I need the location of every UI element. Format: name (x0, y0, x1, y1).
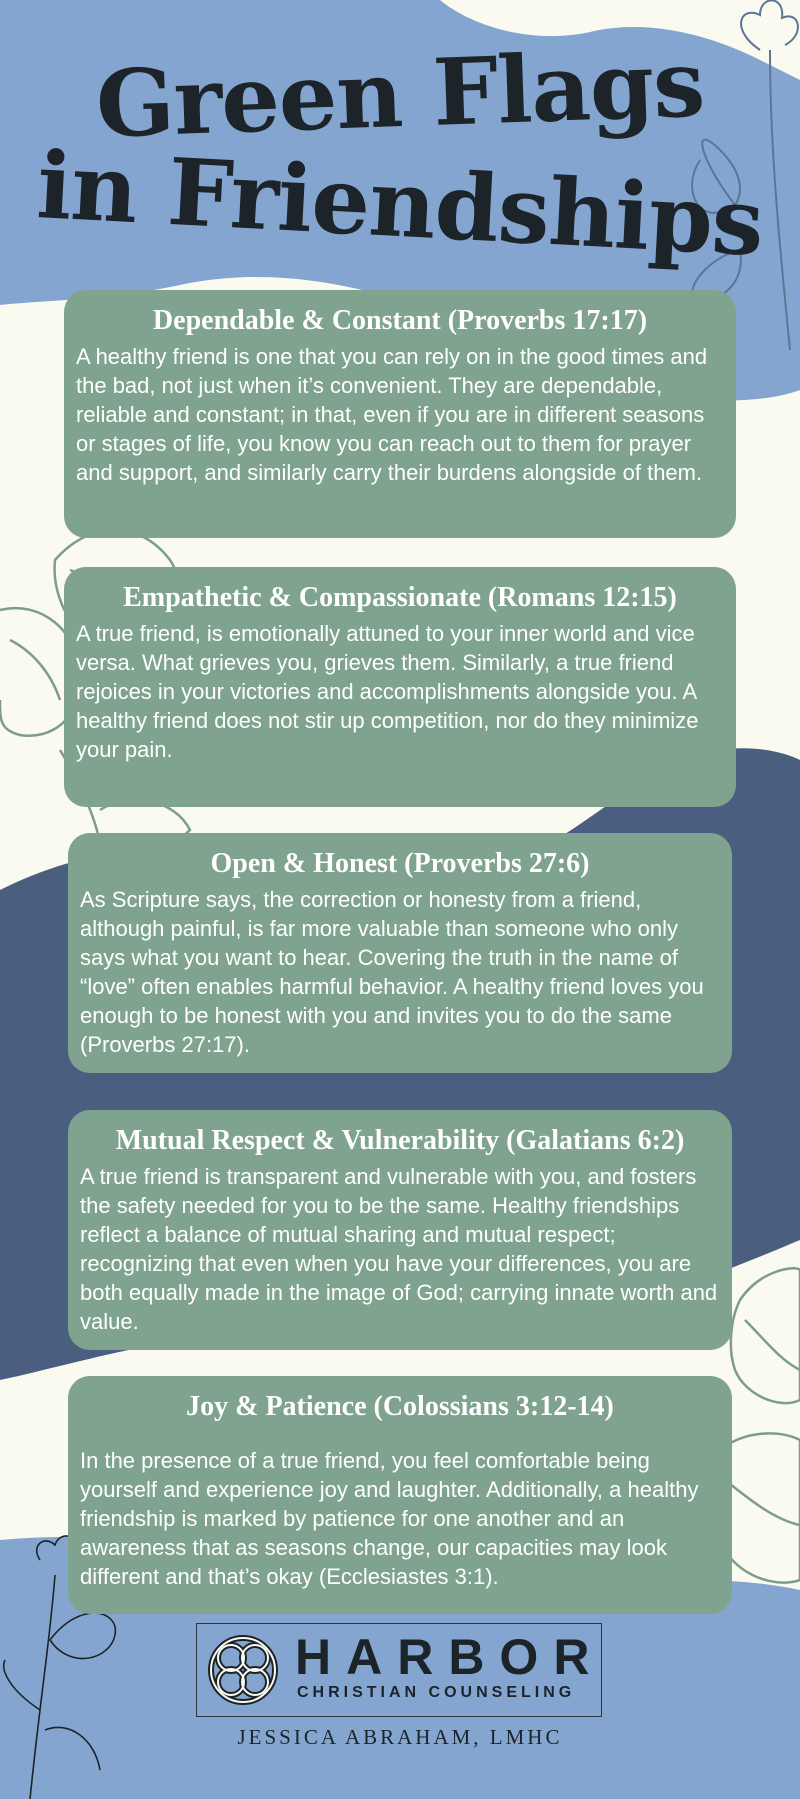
title-line-2: in Friendships (34, 131, 766, 277)
celtic-knot-icon (205, 1632, 281, 1708)
harbor-logo (196, 1623, 605, 1717)
card-open-honest (68, 833, 732, 1073)
card-heading: Dependable & Constant (Proverbs 17:17) (152, 305, 648, 336)
card-mutual-respect-vulnerability (68, 1110, 732, 1350)
card-heading: Joy & Patience (Colossians 3:12-14) (186, 1391, 614, 1422)
card-body: A healthy friend is one that you can rely on in the good times and the bad, not just when it’s convenient. They are dependable, reliable and constant; in that, even if you are in different seasons or stages of life, you know you can reach out to them for prayer and support, and similarly carry their burdens alongside of them. (76, 343, 708, 485)
logo-tagline: CHRISTIAN COUNSELING (297, 1684, 576, 1701)
logo-name: HARBOR (295, 1629, 605, 1685)
card-heading: Open & Honest (Proverbs 27:6) (210, 848, 590, 879)
card-body: A true friend, is emotionally attuned to your inner world and vice versa. What grieves you, grieves them. Similarly, a true friend rejoices in your victories and accomplishments alongside you. A healthy friend does not stir up competition, nor do they minimize your pain. (76, 620, 699, 762)
card-heading: Empathetic & Compassionate (Romans 12:15) (123, 582, 677, 613)
title-line-1: Green Flags (94, 29, 706, 159)
card-body: A true friend is transparent and vulnerable with you, and fosters the safety needed for you to be the same. Healthy friendships reflect a balance of mutual sharing and mutual respect; recognizing that even when you have your differences, you are both equally made in the image of God; carrying innate worth and value. (80, 1163, 718, 1334)
card-empathetic-compassionate (64, 567, 736, 807)
card-joy-patience (68, 1376, 732, 1614)
card-dependable-constant (64, 290, 736, 538)
card-heading: Mutual Respect & Vulnerability (Galatians 6:2) (115, 1125, 685, 1156)
card-body: In the presence of a true friend, you feel comfortable being yourself and experience joy and laughter. Additionally, a healthy friendship is marked by patience for one another and an awareness that as seasons change, our capacities may look different and that’s okay (Ecclesiastes 3:1). (80, 1447, 699, 1589)
author-credit: JESSICA ABRAHAM, LMHC (237, 1725, 563, 1749)
card-body: As Scripture says, the correction or honesty from a friend, although painful, is far more valuable than someone who only says what you want to hear. Covering the truth in the name of “love” often enables harmful behavior. A healthy friend loves you enough to be honest with you and invites you to do the same (Proverbs 27:17). (80, 886, 704, 1057)
